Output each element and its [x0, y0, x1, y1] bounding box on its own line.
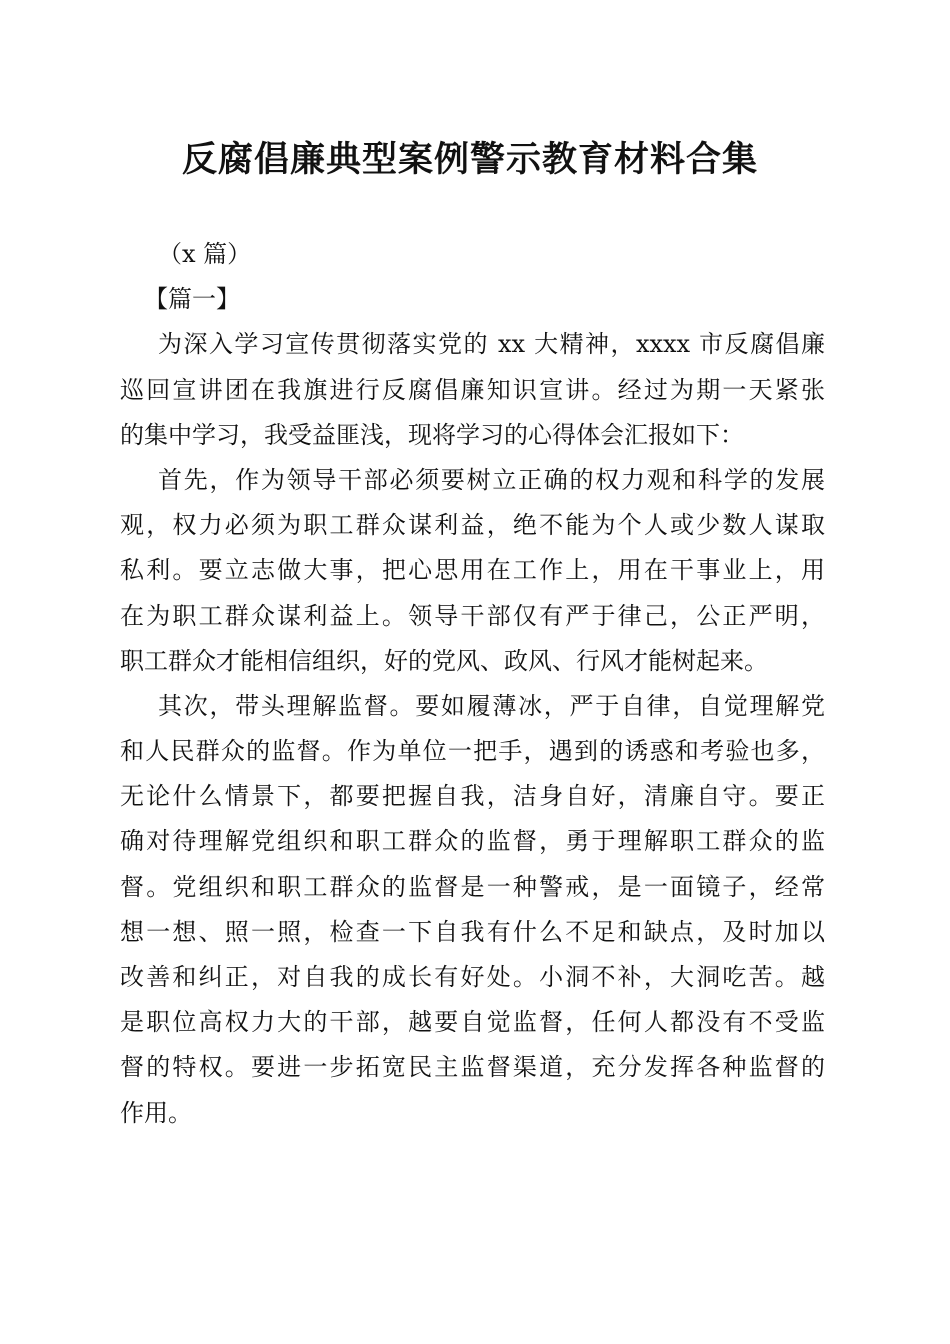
paragraph-line: 改善和纠正，对自我的成长有好处。小洞不补，大洞吃苦。越 [120, 963, 825, 991]
paragraph-line: 私利。要立志做大事，把心思用在工作上，用在干事业上，用 [120, 556, 825, 585]
paragraph-line: 在为职工群众谋利益上。领导干部仅有严于律己，公正严明， [120, 601, 825, 630]
paragraph-line: 职工群众才能相信组织，好的党风、政风、行风才能树起来。 [120, 646, 768, 675]
paragraph-line: 观，权力必须为职工群众谋利益，绝不能为个人或少数人谋取 [120, 511, 825, 540]
paragraph-line: 无论什么情景下，都要把握自我，洁身自好，清廉自守。要正 [120, 782, 825, 811]
paragraph-2 [120, 458, 825, 684]
document-body [120, 232, 825, 1136]
paragraph-line: 确对待理解党组织和职工群众的监督，勇于理解职工群众的监 [120, 827, 825, 856]
paragraph-3 [120, 684, 825, 1136]
paragraph-line: 想一想、照一照，检查一下自我有什么不足和缺点，及时加以 [120, 917, 825, 946]
count-note: （x 篇） [158, 240, 252, 268]
paragraph-line: 作用。 [120, 1098, 192, 1127]
paragraph-line: 和人民群众的监督。作为单位一把手，遇到的诱惑和考验也多， [120, 737, 825, 766]
document-title: 反腐倡廉典型案例警示教育材料合集 [181, 139, 758, 180]
paragraph-line: 其次，带头理解监督。要如履薄冰，严于自律，自觉理解党 [158, 691, 825, 720]
paragraph-line: 的集中学习，我受益匪浅，现将学习的心得体会汇报如下： [120, 420, 744, 449]
paragraph-line: 巡回宣讲团在我旗进行反腐倡廉知识宣讲。经过为期一天紧张 [120, 375, 825, 404]
section-heading: 【篇一】 [144, 285, 240, 314]
paragraph-1 [120, 322, 825, 458]
paragraph-line: 首先，作为领导干部必须要树立正确的权力观和科学的发展 [158, 465, 825, 494]
paragraph-line: 督。党组织和职工群众的监督是一种警戒，是一面镜子，经常 [120, 872, 825, 901]
paragraph-line: 是职位高权力大的干部，越要自觉监督，任何人都没有不受监 [120, 1008, 825, 1037]
paragraph-line: 为深入学习宣传贯彻落实党的 xx 大精神，xxxx 市反腐倡廉 [158, 330, 825, 359]
paragraph-line: 督的特权。要进一步拓宽民主监督渠道，充分发挥各种监督的 [120, 1053, 825, 1082]
